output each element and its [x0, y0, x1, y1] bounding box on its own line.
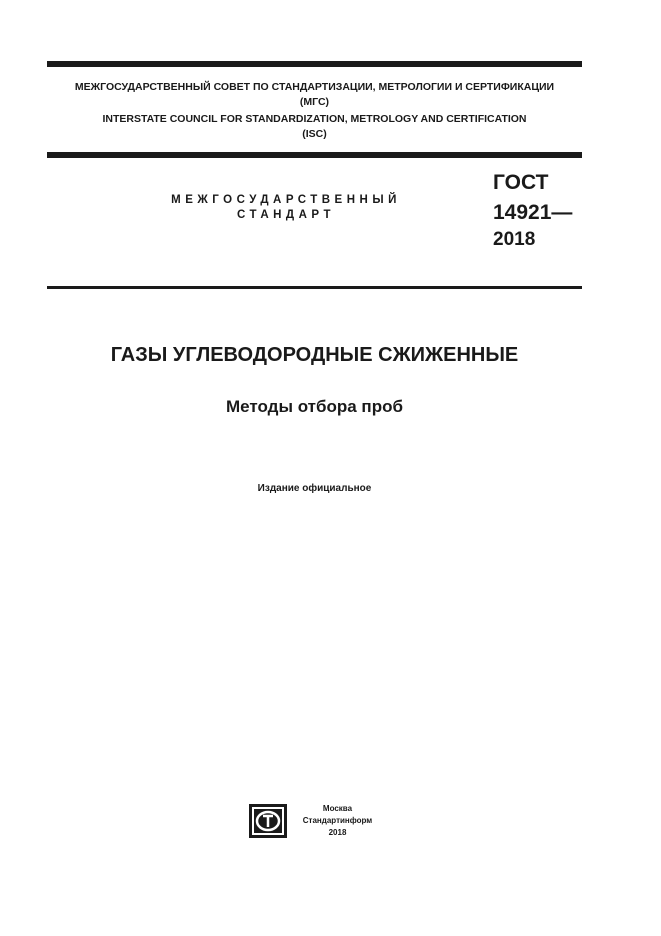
publisher-city: Москва: [322, 804, 353, 813]
council-name-ru-line: МЕЖГОСУДАРСТВЕННЫЙ СОВЕТ ПО СТАНДАРТИЗАЦИИ, МЕТРОЛОГИИ И СЕРТИФИКАЦИИ: [74, 81, 555, 93]
document-subtitle: Методы отбора проб: [226, 397, 403, 416]
council-abbr-en: (ISC): [302, 128, 327, 140]
publisher-year: 2018: [328, 828, 347, 837]
header-divider: [47, 152, 582, 158]
edition-note: Издание официальное: [257, 483, 372, 494]
standard-number: 14921—: [493, 201, 573, 224]
top-divider: [47, 61, 582, 67]
standartinform-logo-icon: [249, 804, 287, 838]
designation-divider: [47, 286, 582, 289]
publisher-info: [290, 803, 385, 839]
document-title: ГАЗЫ УГЛЕВОДОРОДНЫЕ СЖИЖЕННЫЕ: [110, 344, 519, 366]
standard-designation: [493, 168, 572, 252]
council-abbr-ru: (МГС): [299, 96, 330, 108]
council-name-en-line: INTERSTATE COUNCIL FOR STANDARDIZATION, METROLOGY AND CERTIFICATION: [102, 113, 527, 125]
standard-type-line1: МЕЖГОСУДАРСТВЕННЫЙ: [171, 194, 401, 206]
standard-type-line2: СТАНДАРТ: [237, 209, 335, 221]
council-name-ru: [47, 80, 582, 110]
publisher-name: Стандартинформ: [302, 816, 373, 825]
council-name-en: [47, 112, 582, 142]
standard-year: 2018: [493, 229, 536, 250]
standard-prefix: ГОСТ: [493, 171, 549, 194]
standard-type: [150, 193, 422, 223]
